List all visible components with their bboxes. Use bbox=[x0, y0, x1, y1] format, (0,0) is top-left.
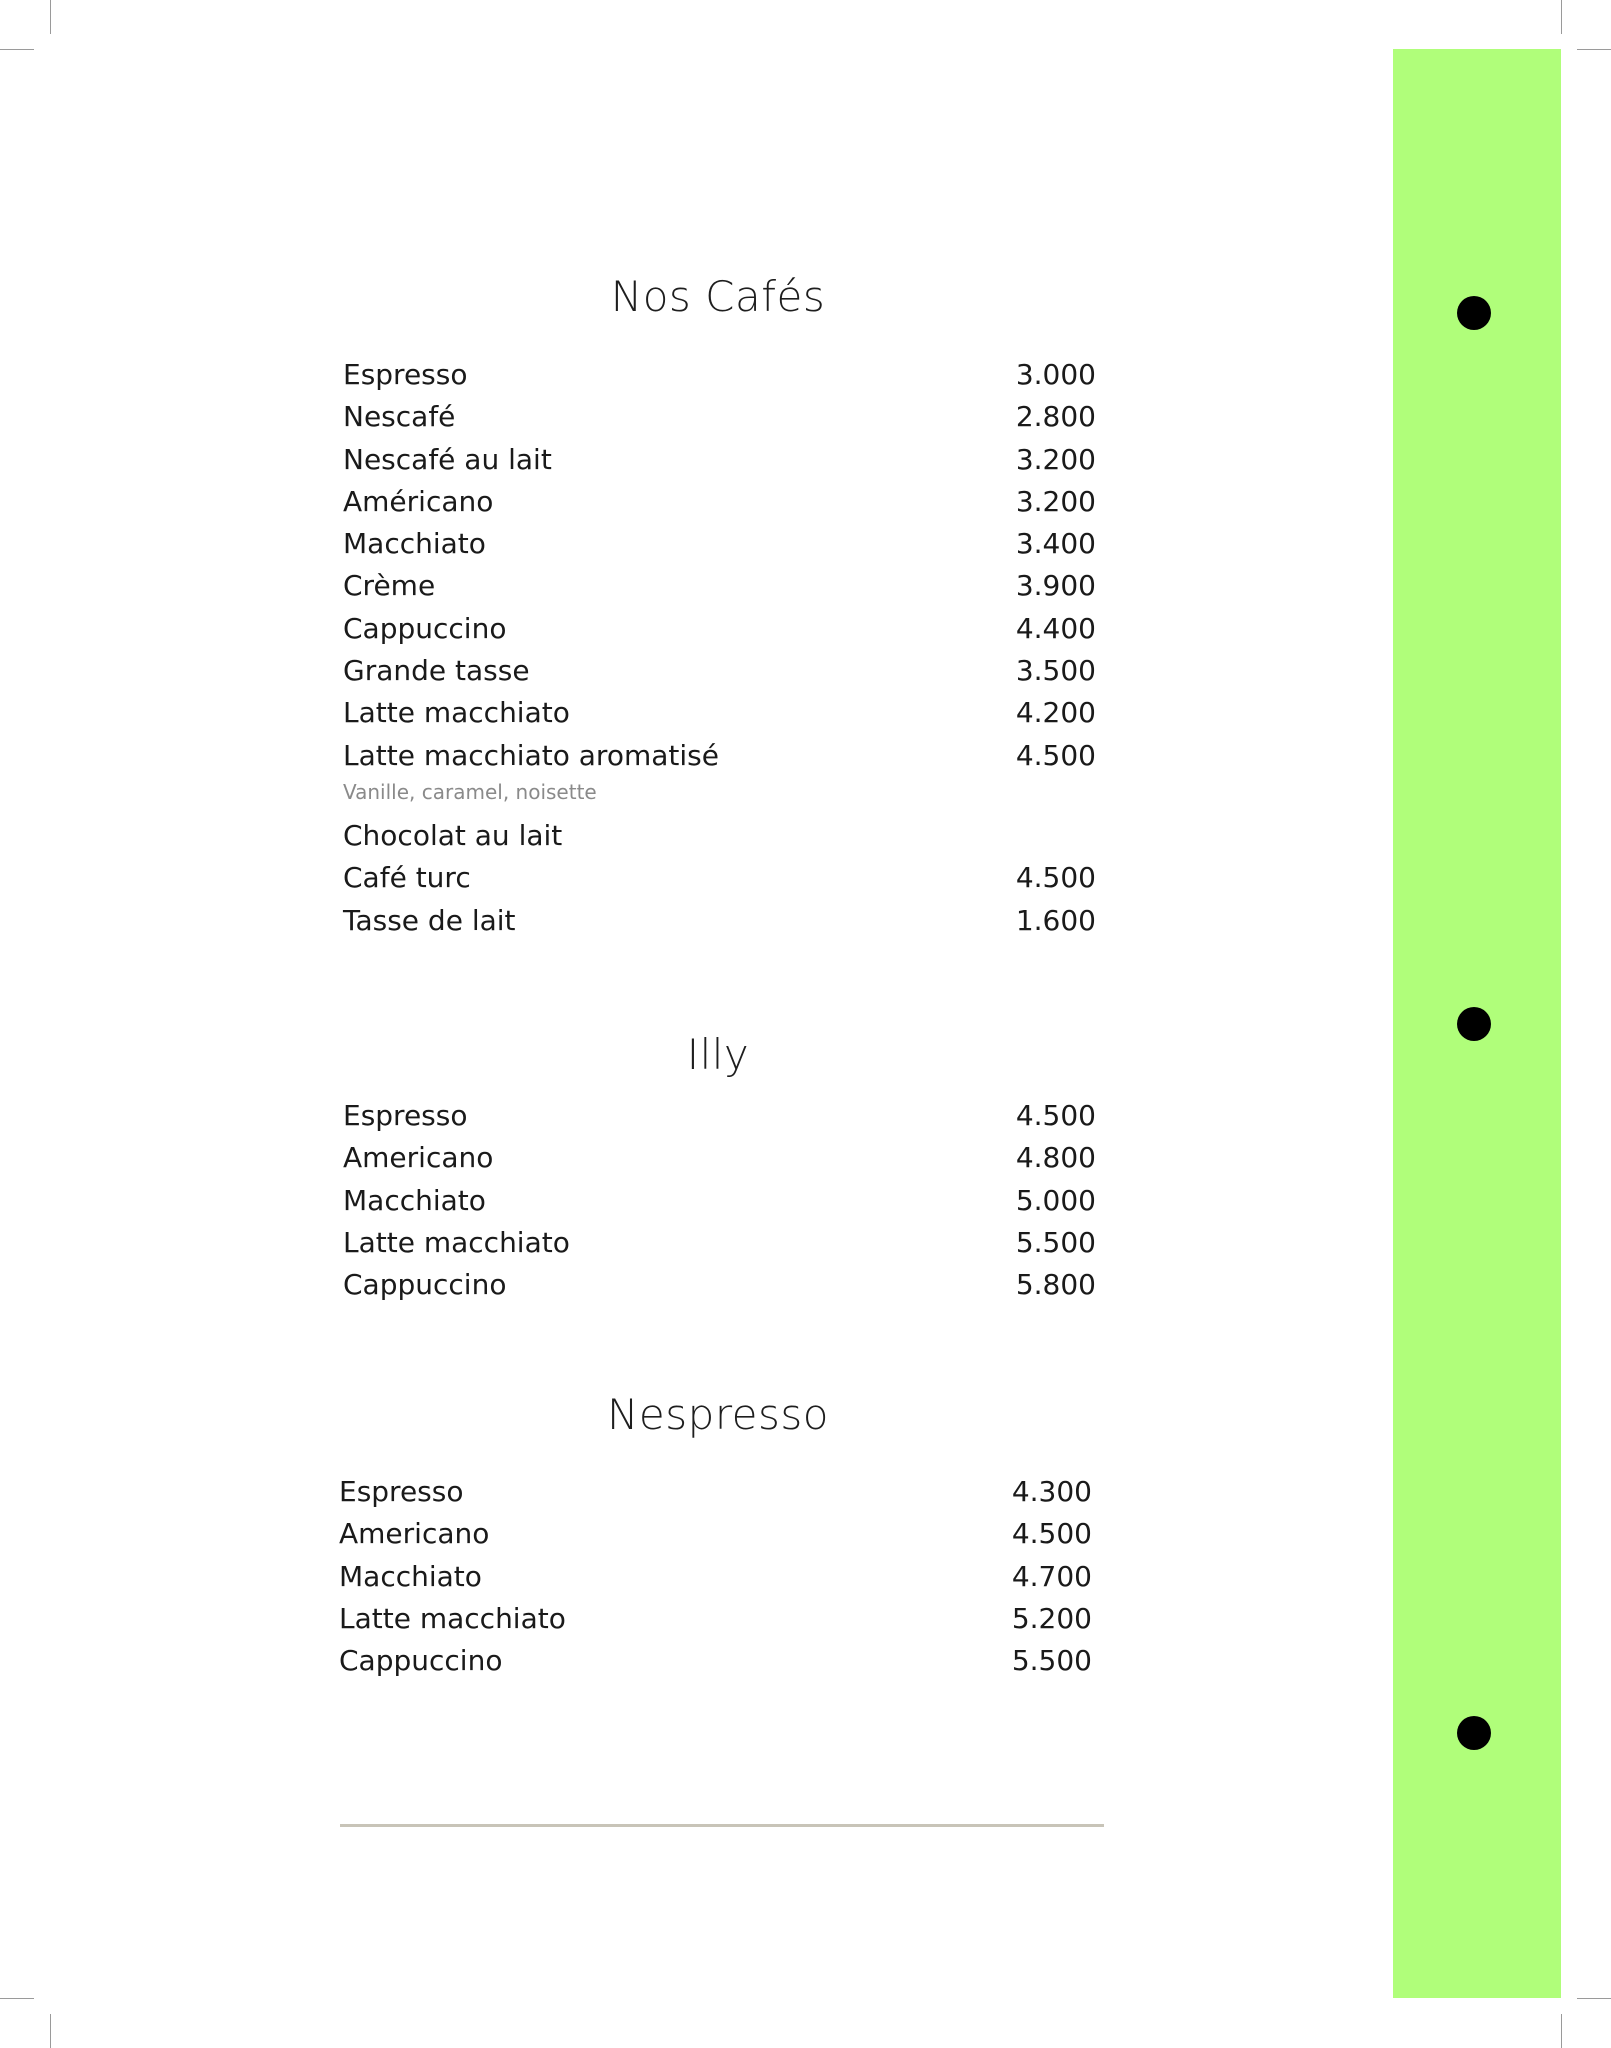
item-name: Espresso bbox=[343, 1099, 468, 1132]
item-name: Chocolat au lait bbox=[343, 818, 563, 852]
crop-mark bbox=[1561, 0, 1562, 34]
menu-item bbox=[340, 439, 1096, 481]
menu-item bbox=[336, 1471, 1092, 1513]
binder-hole bbox=[1457, 296, 1491, 330]
item-price: 4.200 bbox=[1015, 696, 1096, 730]
item-price: 4.500 bbox=[1015, 861, 1096, 895]
item-price: 1.600 bbox=[1015, 903, 1096, 937]
item-price: 2.800 bbox=[1015, 400, 1096, 434]
crop-mark bbox=[1561, 2014, 1562, 2048]
section-items bbox=[336, 1471, 1092, 1682]
item-name: Americano bbox=[343, 1141, 494, 1175]
item-price: 4.300 bbox=[1011, 1475, 1092, 1508]
item-name: Cappuccino bbox=[339, 1644, 503, 1678]
menu-item bbox=[340, 692, 1096, 734]
menu-item bbox=[340, 1264, 1096, 1306]
item-name: Latte macchiato bbox=[343, 1225, 570, 1259]
crop-mark bbox=[50, 0, 51, 34]
crop-mark bbox=[1577, 1998, 1611, 1999]
menu bbox=[340, 0, 1096, 2048]
binder-hole bbox=[1457, 1007, 1491, 1041]
item-name: Latte macchiato bbox=[343, 696, 570, 730]
item-name: Grande tasse bbox=[343, 654, 530, 688]
menu-item bbox=[340, 1180, 1096, 1222]
menu-item bbox=[340, 1222, 1096, 1264]
item-price: 3.000 bbox=[1015, 358, 1096, 391]
item-price: 5.200 bbox=[1011, 1601, 1092, 1635]
crop-mark bbox=[0, 1998, 34, 1999]
section-title: Illy bbox=[686, 1030, 750, 1079]
item-price: 3.200 bbox=[1015, 484, 1096, 518]
item-price: 3.200 bbox=[1015, 442, 1096, 476]
item-price: 3.900 bbox=[1015, 569, 1096, 603]
menu-item bbox=[340, 565, 1096, 607]
menu-item bbox=[336, 1640, 1092, 1682]
menu-item bbox=[340, 608, 1096, 650]
item-name: Nescafé au lait bbox=[343, 442, 552, 476]
item-name: Nescafé bbox=[343, 400, 456, 434]
item-price: 3.400 bbox=[1015, 527, 1096, 561]
item-price: 3.500 bbox=[1015, 654, 1096, 688]
menu-item bbox=[340, 900, 1096, 942]
crop-mark bbox=[0, 49, 34, 50]
menu-item bbox=[340, 523, 1096, 565]
section-title: Nos Cafés bbox=[610, 272, 826, 321]
item-name: Cappuccino bbox=[343, 1268, 507, 1302]
crop-mark bbox=[1577, 49, 1611, 50]
menu-item bbox=[340, 1095, 1096, 1137]
section-items bbox=[340, 1095, 1096, 1306]
menu-item bbox=[336, 1556, 1092, 1598]
item-name: Espresso bbox=[339, 1475, 464, 1508]
item-note: Vanille, caramel, noisette bbox=[343, 779, 597, 804]
footer-divider bbox=[340, 1824, 1104, 1827]
item-price: 4.500 bbox=[1015, 738, 1096, 772]
menu-item bbox=[336, 1598, 1092, 1640]
item-price: 4.500 bbox=[1011, 1517, 1092, 1551]
item-price: 5.800 bbox=[1015, 1268, 1096, 1302]
side-tab bbox=[1393, 49, 1561, 1998]
binder-hole bbox=[1457, 1716, 1491, 1750]
menu-item bbox=[340, 815, 1096, 857]
item-name: Latte macchiato aromatisé bbox=[343, 738, 719, 772]
section-title: Nespresso bbox=[607, 1390, 829, 1439]
menu-item bbox=[340, 396, 1096, 438]
menu-item bbox=[340, 857, 1096, 899]
item-name: Tasse de lait bbox=[343, 903, 516, 937]
item-name: Espresso bbox=[343, 358, 468, 391]
menu-item bbox=[340, 650, 1096, 692]
menu-item bbox=[340, 735, 1096, 777]
item-name: Américano bbox=[343, 484, 494, 518]
menu-item bbox=[340, 481, 1096, 523]
item-price: 4.800 bbox=[1015, 1141, 1096, 1175]
section-items bbox=[340, 354, 1096, 942]
item-name: Café turc bbox=[343, 861, 471, 895]
item-name: Macchiato bbox=[343, 1183, 486, 1217]
item-price: 5.500 bbox=[1011, 1644, 1092, 1678]
menu-item bbox=[340, 1137, 1096, 1179]
item-price: 4.500 bbox=[1015, 1099, 1096, 1132]
item-name: Americano bbox=[339, 1517, 490, 1551]
crop-mark bbox=[50, 2014, 51, 2048]
item-price: 5.000 bbox=[1015, 1183, 1096, 1217]
item-name: Crème bbox=[343, 569, 436, 603]
item-name: Macchiato bbox=[343, 527, 486, 561]
item-name: Cappuccino bbox=[343, 611, 507, 645]
item-price: 5.500 bbox=[1015, 1225, 1096, 1259]
item-name: Latte macchiato bbox=[339, 1601, 566, 1635]
item-price: 4.700 bbox=[1011, 1559, 1092, 1593]
item-price: 4.400 bbox=[1015, 611, 1096, 645]
menu-item bbox=[340, 354, 1096, 396]
menu-item bbox=[336, 1513, 1092, 1555]
item-name: Macchiato bbox=[339, 1559, 482, 1593]
